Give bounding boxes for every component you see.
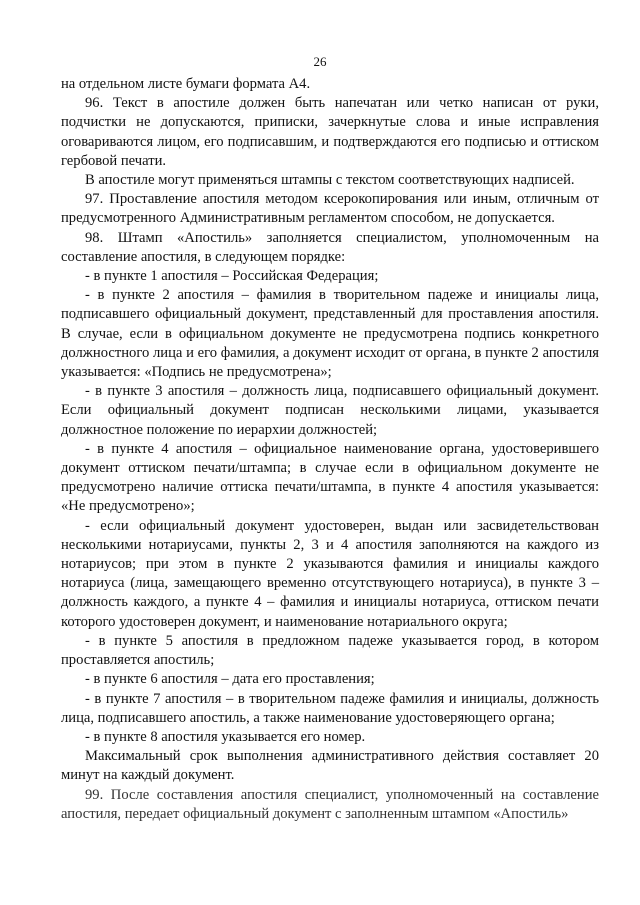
paragraph-stamps: В апостиле могут применяться штампы с текстом соответствующих надписей. <box>85 172 575 189</box>
list-item-point-8: - в пункте 8 апостиля указывается его номер. <box>85 728 366 745</box>
page-number: 26 <box>313 54 327 69</box>
list-item-point-7: - в пункте 7 апостиля – в творительном падеже фамилия и инициалы, должность лица, подписавшего апостиль, а также наименование удостоверяющего органа; <box>61 690 599 726</box>
document-body <box>61 75 599 824</box>
list-item-point-6: - в пункте 6 апостиля – дата его проставления; <box>85 671 375 688</box>
paragraph-96: 96. Текст в апостиле должен быть напечатан или четко написан от руки, подчистки не допускаются, приписки, зачеркнутые слова и иные исправления оговариваются лицом, его подписавшим, и подтверждаются его подписью и оттиском гербовой печати. <box>61 95 599 169</box>
list-item-point-5: - в пункте 5 апостиля в предложном падеже указывается город, в котором проставляется апостиль; <box>61 632 599 669</box>
paragraph-max-time: Максимальный срок выполнения административного действия составляет 20 минут на каждый документ. <box>61 748 599 784</box>
paragraph-97: 97. Проставление апостиля методом ксерокопирования или иным, отличным от предусмотренного Административным регламентом способом, не допускается. <box>61 191 599 227</box>
list-item-point-3: - в пункте 3 апостиля – должность лица, подписавшего официальный документ. Если официальный документ подписан несколькими лицами, указывается должностное положение по иерархии должностей; <box>61 383 599 438</box>
list-item-point-4: - в пункте 4 апостиля – официальное наименование органа, удостоверившего документ оттиском печати/штампа; в случае если в официальном документе не предусмотрено наличие оттиска печати/штампа, в пункте 4 апостиля указывается: «Не предусмотрено»; <box>61 440 599 515</box>
list-item-point-1: - в пункте 1 апостиля – Российская Федерация; <box>85 268 379 285</box>
paragraph: на отдельном листе бумаги формата А4. <box>61 76 311 92</box>
paragraph-98: 98. Штамп «Апостиль» заполняется специалистом, уполномоченным на составление апостиля, в следующем порядке: <box>61 229 599 265</box>
list-item-notaries: - если официальный документ удостоверен, выдан или засвидетельствован несколькими нотариусами, пункты 2, 3 и 4 апостиля заполняются на каждого из нотариусов; при этом в пункте 2 указываются фамилия и инициалы каждого нотариуса (лица, замещающего временно отсутствующего нотариуса), в пункте 3 – должность каждого, а пункте 4 – фамилия и инициалы нотариуса, оттиском печати которого удостоверен документ, и наименование нотариального округа; <box>61 517 599 630</box>
list-item-point-2: - в пункте 2 апостиля – фамилия в творительном падеже и инициалы лица, подписавшего официальный документ, представленный для проставления апостиля. В случае, если в официальном документе не предусмотрена подпись конкретного должностного лица и его фамилия, а документ исходит от органа, в пункте 2 апостиля указывается: «Подпись не предусмотрена»; <box>61 287 599 381</box>
paragraph-99: 99. После составления апостиля специалист, уполномоченный на составление апостиля, передает официальный документ с заполненным штампом «Апостиль» <box>61 786 599 822</box>
